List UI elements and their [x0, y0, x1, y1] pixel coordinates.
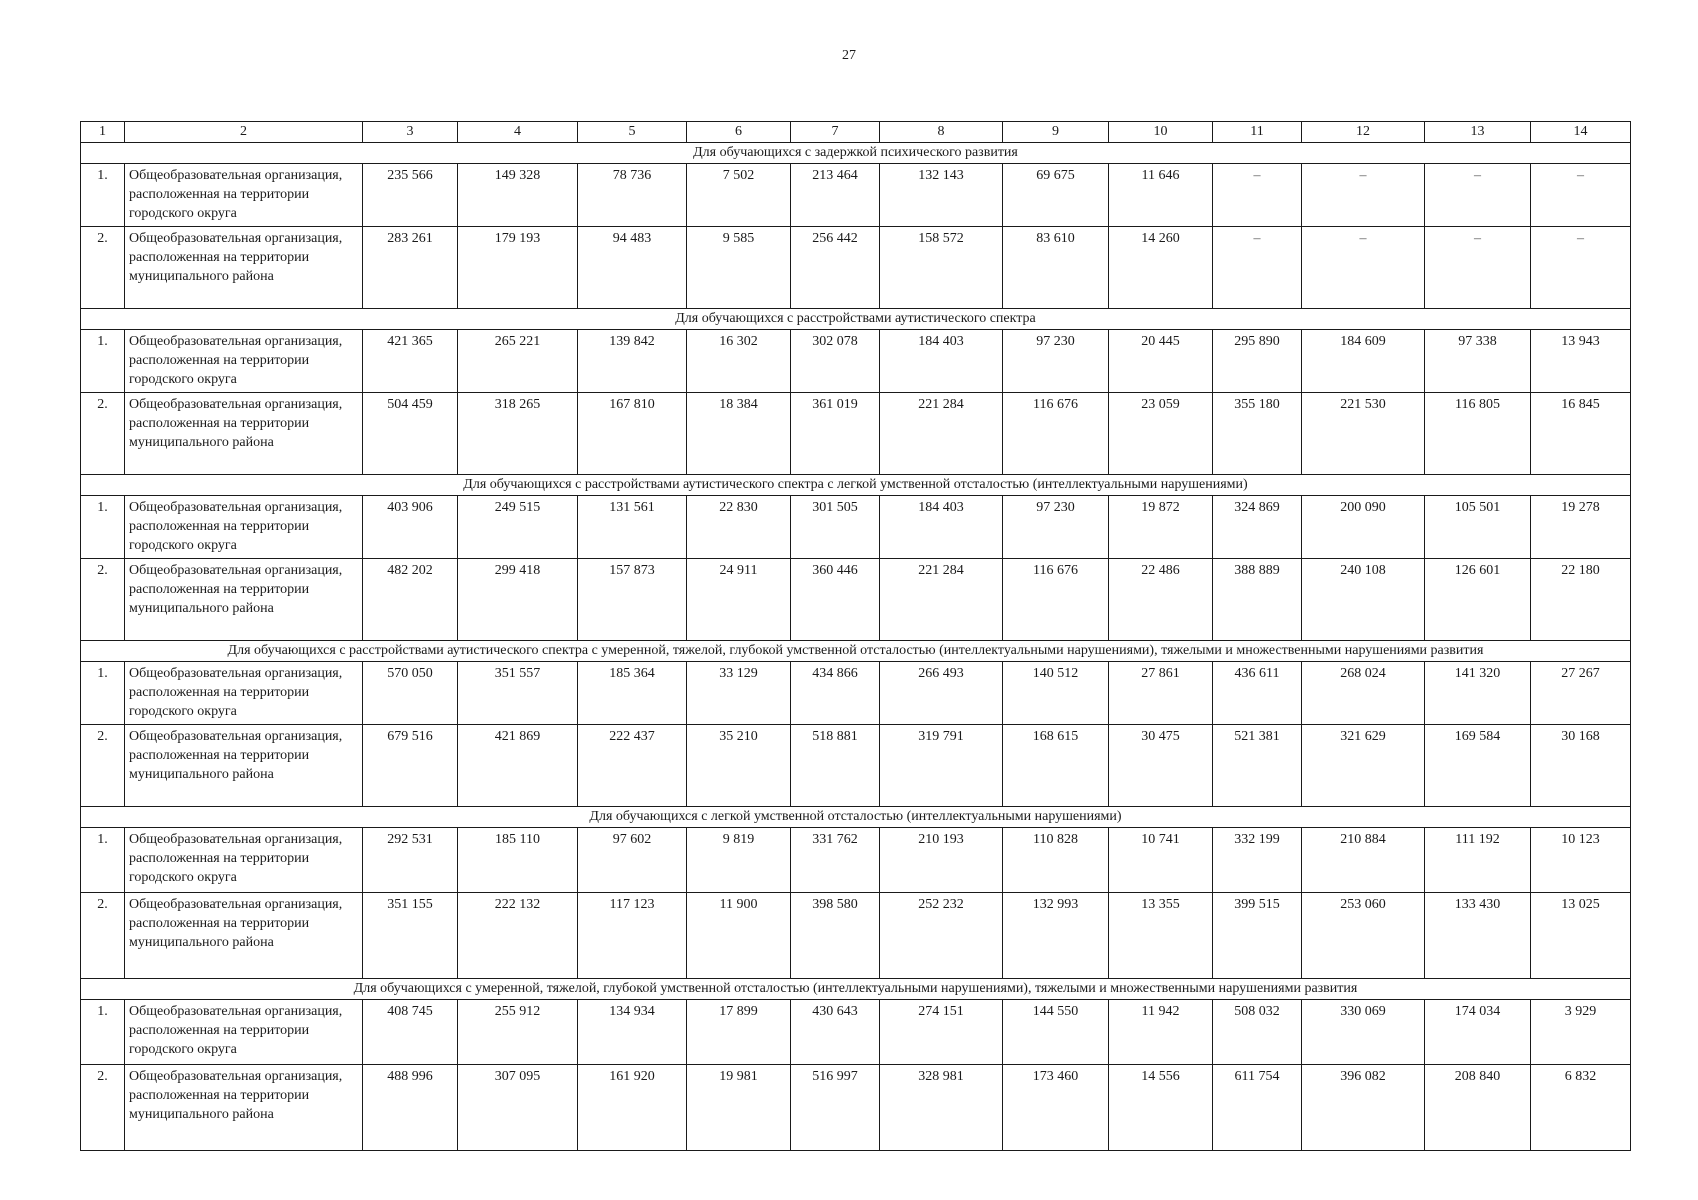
- value-cell: 421 869: [458, 725, 578, 807]
- table-row: [81, 1065, 1631, 1151]
- value-cell: 222 437: [578, 725, 687, 807]
- value-cell: 35 210: [687, 725, 791, 807]
- section-title: Для обучающихся с расстройствами аутистического спектра с умеренной, тяжелой, глубокой умственной отсталостью (интеллектуальными нарушениями), тяжелыми и множественными нарушениями развития: [81, 641, 1631, 662]
- value-cell: 157 873: [578, 559, 687, 641]
- value-cell: 179 193: [458, 227, 578, 309]
- value-cell: –: [1531, 164, 1631, 227]
- value-cell: 7 502: [687, 164, 791, 227]
- organization-name: Общеобразовательная организация, расположенная на территории муниципального района: [125, 893, 363, 979]
- value-cell: –: [1302, 227, 1425, 309]
- value-cell: 235 566: [363, 164, 458, 227]
- organization-name: Общеобразовательная организация, расположенная на территории муниципального района: [125, 393, 363, 475]
- organization-name: Общеобразовательная организация, расположенная на территории муниципального района: [125, 559, 363, 641]
- value-cell: 97 230: [1003, 496, 1109, 559]
- section-title-row: [81, 979, 1631, 1000]
- value-cell: 307 095: [458, 1065, 578, 1151]
- row-number: 2.: [81, 393, 125, 475]
- table-row: [81, 662, 1631, 725]
- value-cell: 330 069: [1302, 1000, 1425, 1065]
- section-title-row: [81, 309, 1631, 330]
- value-cell: 6 832: [1531, 1065, 1631, 1151]
- column-header: 4: [458, 122, 578, 143]
- value-cell: 266 493: [880, 662, 1003, 725]
- value-cell: 14 260: [1109, 227, 1213, 309]
- organization-name: Общеобразовательная организация, расположенная на территории городского округа: [125, 496, 363, 559]
- value-cell: 158 572: [880, 227, 1003, 309]
- value-cell: 19 278: [1531, 496, 1631, 559]
- value-cell: 149 328: [458, 164, 578, 227]
- value-cell: 355 180: [1213, 393, 1302, 475]
- value-cell: 116 676: [1003, 559, 1109, 641]
- value-cell: 240 108: [1302, 559, 1425, 641]
- value-cell: 434 866: [791, 662, 880, 725]
- table-row: [81, 828, 1631, 893]
- value-cell: 22 180: [1531, 559, 1631, 641]
- value-cell: 516 997: [791, 1065, 880, 1151]
- value-cell: 139 842: [578, 330, 687, 393]
- value-cell: 97 602: [578, 828, 687, 893]
- value-cell: 611 754: [1213, 1065, 1302, 1151]
- value-cell: 482 202: [363, 559, 458, 641]
- table-row: [81, 330, 1631, 393]
- value-cell: 83 610: [1003, 227, 1109, 309]
- table-row: [81, 559, 1631, 641]
- value-cell: 20 445: [1109, 330, 1213, 393]
- row-number: 2.: [81, 893, 125, 979]
- value-cell: 134 934: [578, 1000, 687, 1065]
- column-header: 11: [1213, 122, 1302, 143]
- value-cell: 24 911: [687, 559, 791, 641]
- table-row: [81, 496, 1631, 559]
- value-cell: 185 110: [458, 828, 578, 893]
- value-cell: 253 060: [1302, 893, 1425, 979]
- value-cell: 351 557: [458, 662, 578, 725]
- row-number: 1.: [81, 496, 125, 559]
- value-cell: 167 810: [578, 393, 687, 475]
- section-title-row: [81, 641, 1631, 662]
- value-cell: 22 486: [1109, 559, 1213, 641]
- organization-name: Общеобразовательная организация, расположенная на территории городского округа: [125, 164, 363, 227]
- organization-name: Общеобразовательная организация, расположенная на территории городского округа: [125, 662, 363, 725]
- value-cell: 169 584: [1425, 725, 1531, 807]
- organization-name: Общеобразовательная организация, расположенная на территории городского округа: [125, 1000, 363, 1065]
- value-cell: 302 078: [791, 330, 880, 393]
- value-cell: 318 265: [458, 393, 578, 475]
- value-cell: 111 192: [1425, 828, 1531, 893]
- value-cell: 11 646: [1109, 164, 1213, 227]
- organization-name: Общеобразовательная организация, расположенная на территории городского округа: [125, 330, 363, 393]
- column-header: 7: [791, 122, 880, 143]
- table-row: [81, 227, 1631, 309]
- value-cell: 33 129: [687, 662, 791, 725]
- value-cell: 140 512: [1003, 662, 1109, 725]
- value-cell: 141 320: [1425, 662, 1531, 725]
- value-cell: 16 302: [687, 330, 791, 393]
- row-number: 1.: [81, 828, 125, 893]
- value-cell: 332 199: [1213, 828, 1302, 893]
- value-cell: –: [1425, 164, 1531, 227]
- value-cell: 23 059: [1109, 393, 1213, 475]
- value-cell: –: [1213, 164, 1302, 227]
- value-cell: –: [1302, 164, 1425, 227]
- value-cell: –: [1213, 227, 1302, 309]
- value-cell: 27 861: [1109, 662, 1213, 725]
- column-header: 12: [1302, 122, 1425, 143]
- section-title: Для обучающихся с задержкой психического развития: [81, 143, 1631, 164]
- value-cell: –: [1531, 227, 1631, 309]
- column-number-row: [81, 122, 1631, 143]
- table-row: [81, 893, 1631, 979]
- value-cell: 78 736: [578, 164, 687, 227]
- column-header: 2: [125, 122, 363, 143]
- value-cell: 97 338: [1425, 330, 1531, 393]
- column-header: 13: [1425, 122, 1531, 143]
- value-cell: 403 906: [363, 496, 458, 559]
- section-title-row: [81, 807, 1631, 828]
- row-number: 1.: [81, 164, 125, 227]
- value-cell: 521 381: [1213, 725, 1302, 807]
- row-number: 2.: [81, 725, 125, 807]
- table-row: [81, 393, 1631, 475]
- value-cell: 184 609: [1302, 330, 1425, 393]
- value-cell: 131 561: [578, 496, 687, 559]
- value-cell: 488 996: [363, 1065, 458, 1151]
- value-cell: 222 132: [458, 893, 578, 979]
- value-cell: 388 889: [1213, 559, 1302, 641]
- value-cell: 19 981: [687, 1065, 791, 1151]
- value-cell: 13 355: [1109, 893, 1213, 979]
- value-cell: 9 819: [687, 828, 791, 893]
- value-cell: 16 845: [1531, 393, 1631, 475]
- value-cell: 299 418: [458, 559, 578, 641]
- column-header: 10: [1109, 122, 1213, 143]
- value-cell: 430 643: [791, 1000, 880, 1065]
- section-title: Для обучающихся с расстройствами аутистического спектра: [81, 309, 1631, 330]
- value-cell: 19 872: [1109, 496, 1213, 559]
- value-cell: 319 791: [880, 725, 1003, 807]
- value-cell: 213 464: [791, 164, 880, 227]
- value-cell: 679 516: [363, 725, 458, 807]
- value-cell: 14 556: [1109, 1065, 1213, 1151]
- value-cell: 10 123: [1531, 828, 1631, 893]
- value-cell: 324 869: [1213, 496, 1302, 559]
- data-table: [80, 121, 1631, 1151]
- section-title-row: [81, 143, 1631, 164]
- value-cell: 11 942: [1109, 1000, 1213, 1065]
- column-header: 8: [880, 122, 1003, 143]
- column-header: 5: [578, 122, 687, 143]
- section-title: Для обучающихся с умеренной, тяжелой, глубокой умственной отсталостью (интеллектуальными нарушениями), тяжелыми и множественными нарушениями развития: [81, 979, 1631, 1000]
- value-cell: 331 762: [791, 828, 880, 893]
- value-cell: 184 403: [880, 496, 1003, 559]
- value-cell: 301 505: [791, 496, 880, 559]
- value-cell: 126 601: [1425, 559, 1531, 641]
- value-cell: 436 611: [1213, 662, 1302, 725]
- section-title: Для обучающихся с легкой умственной отсталостью (интеллектуальными нарушениями): [81, 807, 1631, 828]
- value-cell: 3 929: [1531, 1000, 1631, 1065]
- value-cell: 22 830: [687, 496, 791, 559]
- value-cell: 221 284: [880, 559, 1003, 641]
- column-header: 9: [1003, 122, 1109, 143]
- value-cell: 144 550: [1003, 1000, 1109, 1065]
- column-header: 1: [81, 122, 125, 143]
- value-cell: 399 515: [1213, 893, 1302, 979]
- value-cell: 69 675: [1003, 164, 1109, 227]
- value-cell: 421 365: [363, 330, 458, 393]
- value-cell: 184 403: [880, 330, 1003, 393]
- value-cell: 221 530: [1302, 393, 1425, 475]
- value-cell: 117 123: [578, 893, 687, 979]
- value-cell: 173 460: [1003, 1065, 1109, 1151]
- value-cell: 570 050: [363, 662, 458, 725]
- value-cell: 221 284: [880, 393, 1003, 475]
- value-cell: 10 741: [1109, 828, 1213, 893]
- organization-name: Общеобразовательная организация, расположенная на территории муниципального района: [125, 725, 363, 807]
- value-cell: 132 143: [880, 164, 1003, 227]
- organization-name: Общеобразовательная организация, расположенная на территории муниципального района: [125, 227, 363, 309]
- value-cell: 116 805: [1425, 393, 1531, 475]
- value-cell: 132 993: [1003, 893, 1109, 979]
- value-cell: 408 745: [363, 1000, 458, 1065]
- column-header: 6: [687, 122, 791, 143]
- row-number: 2.: [81, 559, 125, 641]
- section-title: Для обучающихся с расстройствами аутистического спектра с легкой умственной отсталостью (интеллектуальными нарушениями): [81, 475, 1631, 496]
- column-header: 3: [363, 122, 458, 143]
- value-cell: 30 168: [1531, 725, 1631, 807]
- value-cell: 255 912: [458, 1000, 578, 1065]
- value-cell: 210 884: [1302, 828, 1425, 893]
- value-cell: 398 580: [791, 893, 880, 979]
- value-cell: 13 943: [1531, 330, 1631, 393]
- row-number: 1.: [81, 1000, 125, 1065]
- value-cell: 283 261: [363, 227, 458, 309]
- value-cell: 200 090: [1302, 496, 1425, 559]
- value-cell: 274 151: [880, 1000, 1003, 1065]
- value-cell: 27 267: [1531, 662, 1631, 725]
- value-cell: 265 221: [458, 330, 578, 393]
- organization-name: Общеобразовательная организация, расположенная на территории городского округа: [125, 828, 363, 893]
- value-cell: 396 082: [1302, 1065, 1425, 1151]
- value-cell: 252 232: [880, 893, 1003, 979]
- value-cell: 97 230: [1003, 330, 1109, 393]
- value-cell: 30 475: [1109, 725, 1213, 807]
- value-cell: 105 501: [1425, 496, 1531, 559]
- value-cell: 13 025: [1531, 893, 1631, 979]
- value-cell: 292 531: [363, 828, 458, 893]
- table-row: [81, 725, 1631, 807]
- row-number: 2.: [81, 227, 125, 309]
- value-cell: 328 981: [880, 1065, 1003, 1151]
- column-header: 14: [1531, 122, 1631, 143]
- value-cell: 508 032: [1213, 1000, 1302, 1065]
- value-cell: 361 019: [791, 393, 880, 475]
- value-cell: 161 920: [578, 1065, 687, 1151]
- value-cell: 256 442: [791, 227, 880, 309]
- value-cell: 9 585: [687, 227, 791, 309]
- organization-name: Общеобразовательная организация, расположенная на территории муниципального района: [125, 1065, 363, 1151]
- value-cell: 360 446: [791, 559, 880, 641]
- value-cell: 249 515: [458, 496, 578, 559]
- value-cell: 18 384: [687, 393, 791, 475]
- value-cell: 208 840: [1425, 1065, 1531, 1151]
- value-cell: 210 193: [880, 828, 1003, 893]
- table-row: [81, 164, 1631, 227]
- value-cell: 518 881: [791, 725, 880, 807]
- value-cell: 174 034: [1425, 1000, 1531, 1065]
- value-cell: 168 615: [1003, 725, 1109, 807]
- value-cell: 504 459: [363, 393, 458, 475]
- value-cell: 110 828: [1003, 828, 1109, 893]
- table-row: [81, 1000, 1631, 1065]
- table-body: [81, 122, 1631, 1151]
- row-number: 1.: [81, 662, 125, 725]
- value-cell: 295 890: [1213, 330, 1302, 393]
- value-cell: 321 629: [1302, 725, 1425, 807]
- value-cell: 351 155: [363, 893, 458, 979]
- value-cell: 116 676: [1003, 393, 1109, 475]
- value-cell: 17 899: [687, 1000, 791, 1065]
- section-title-row: [81, 475, 1631, 496]
- row-number: 1.: [81, 330, 125, 393]
- value-cell: 133 430: [1425, 893, 1531, 979]
- page-number: 27: [842, 48, 856, 63]
- value-cell: 185 364: [578, 662, 687, 725]
- value-cell: –: [1425, 227, 1531, 309]
- row-number: 2.: [81, 1065, 125, 1151]
- value-cell: 94 483: [578, 227, 687, 309]
- value-cell: 11 900: [687, 893, 791, 979]
- value-cell: 268 024: [1302, 662, 1425, 725]
